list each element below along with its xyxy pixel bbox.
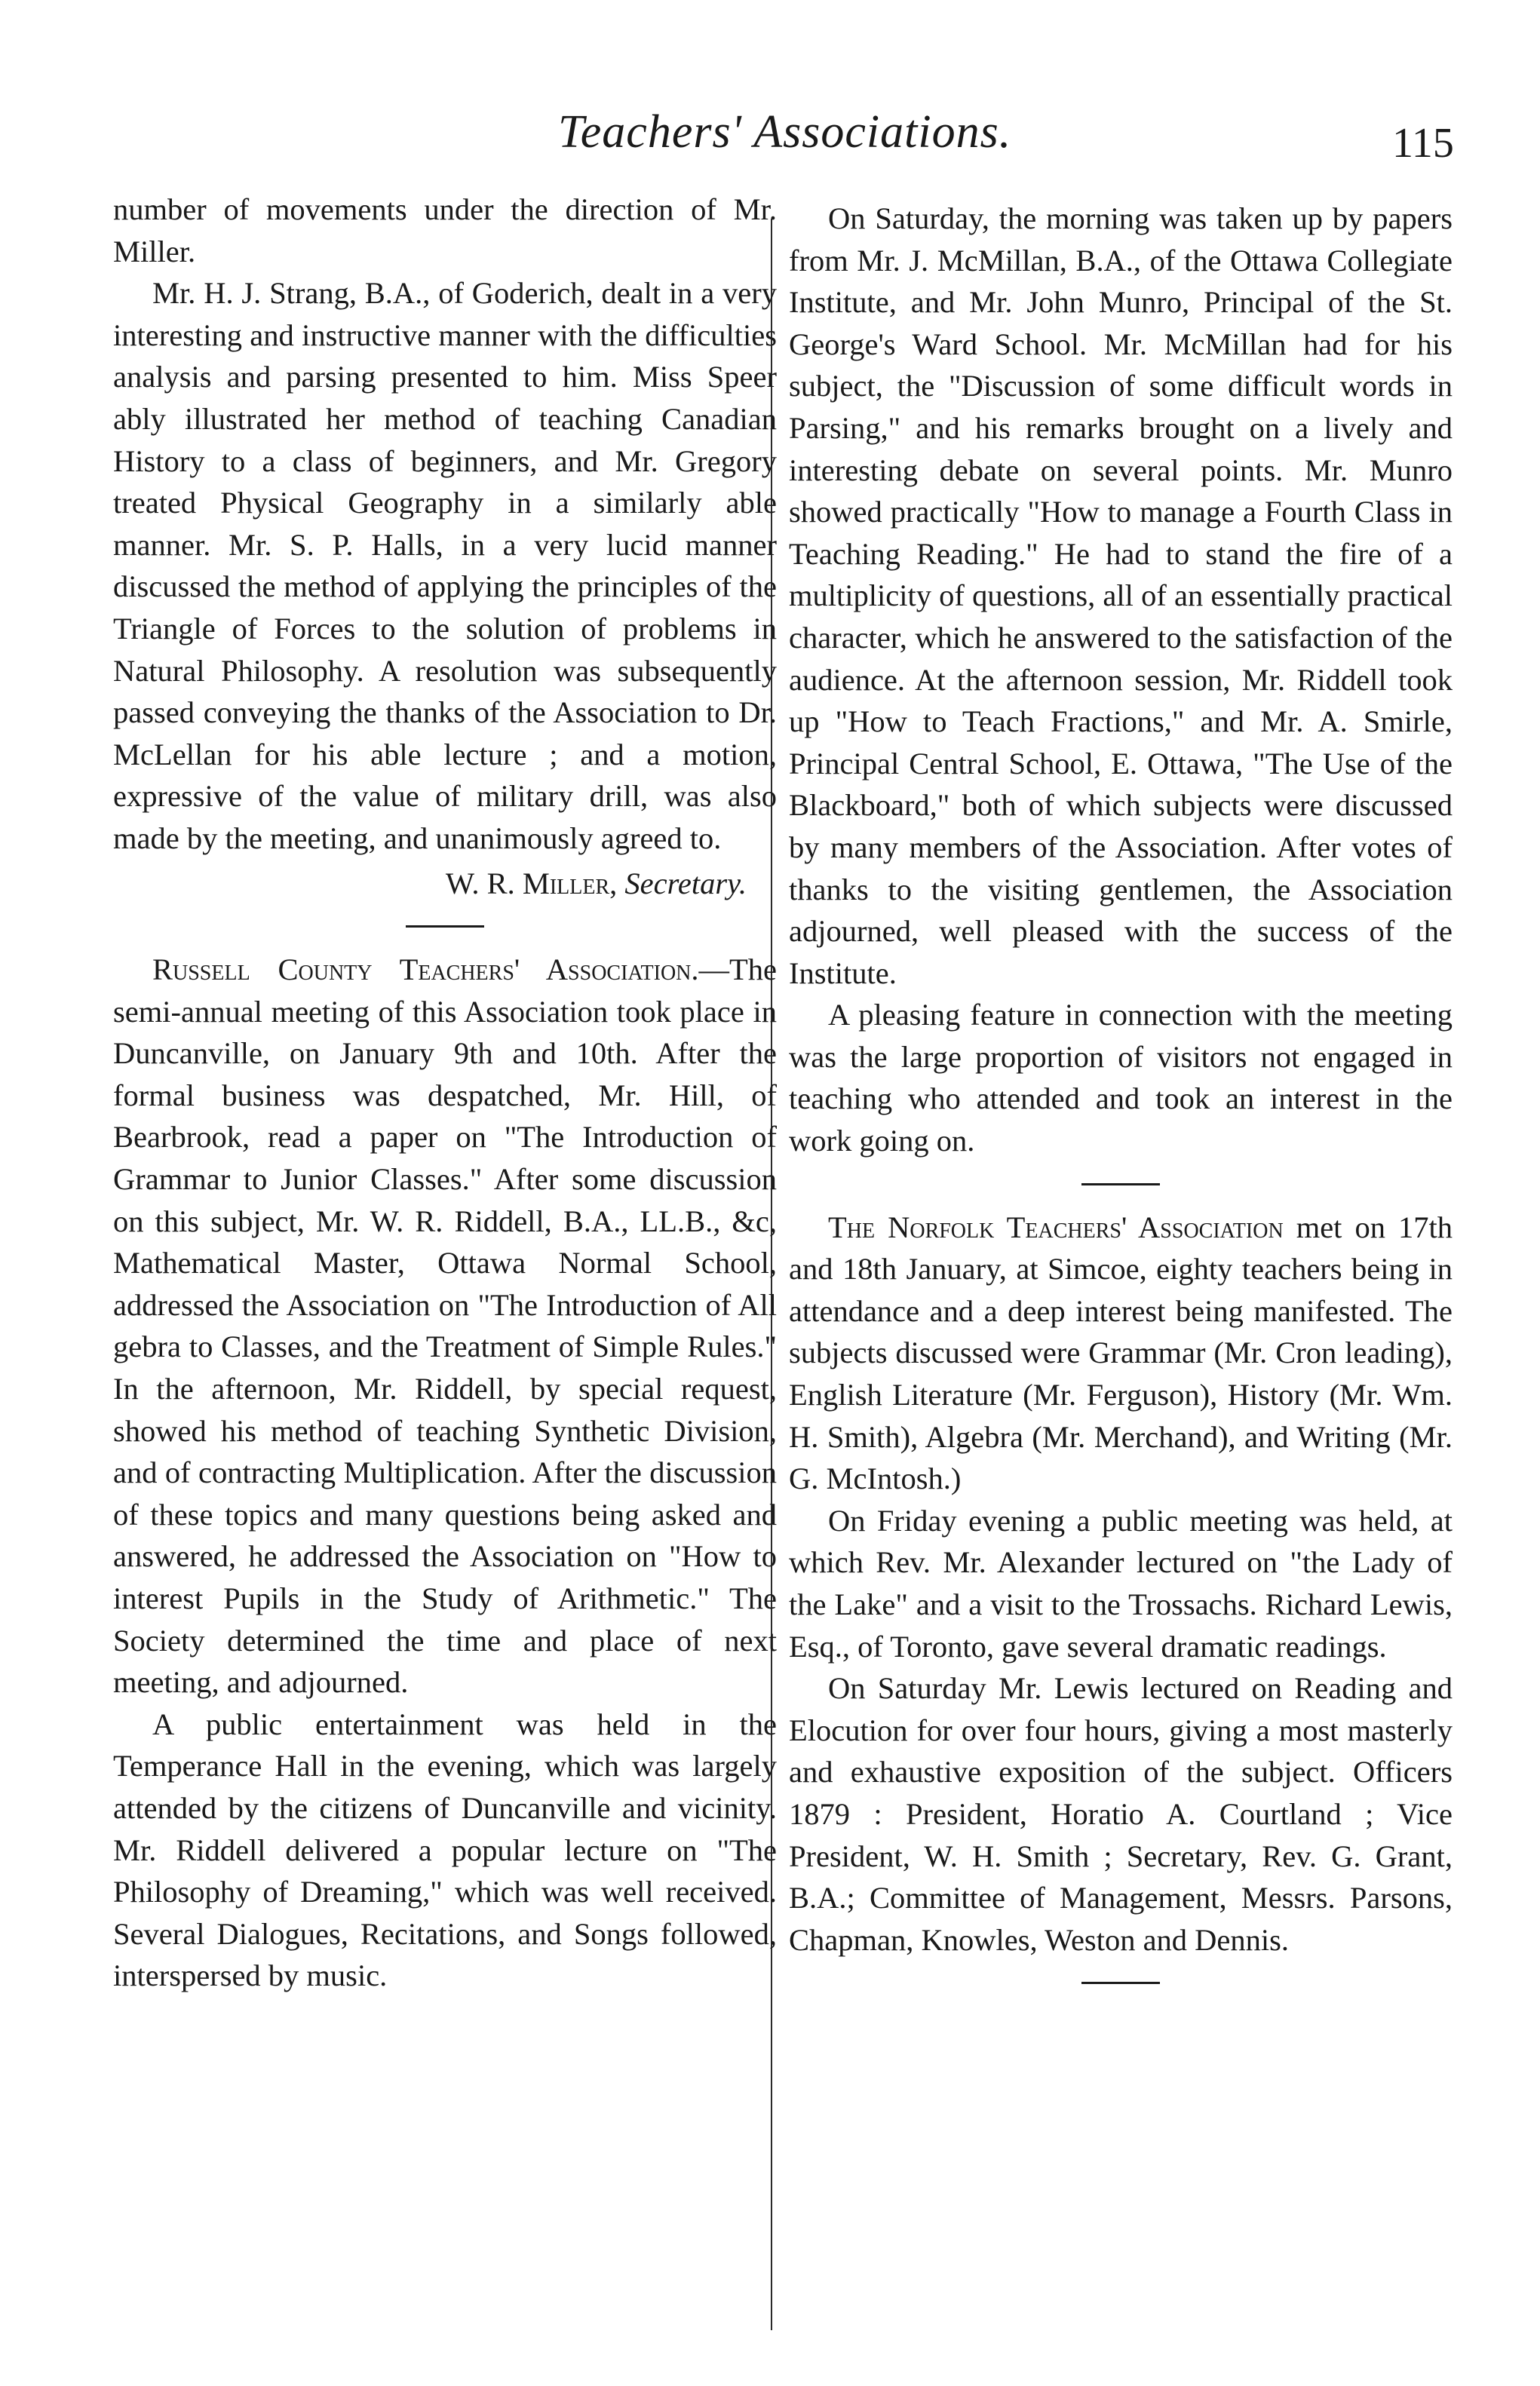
paragraph-norfolk bbox=[789, 1207, 1453, 1500]
norfolk-body: met on 17th and 18th January, at Simcoe, eighty teachers being in attendance and a deep interest being manifested. The subjects discussed were Grammar (Mr. Cron leading), English Literature (Mr. Ferguson), History (Mr. Wm. H. Smith), Algebra (Mr. Merchand), and Writing (Mr. G. McIntosh.) bbox=[789, 1210, 1453, 1496]
paragraph-entertainment: A public entertainment was held in the Temperance Hall in the evening, which was largely attended by the citizens of Duncanville and vicinity. Mr. Riddell delivered a popular lecture on "The Philosophy of Dreaming," which was well received. Several Dialogues, Recitations, and Songs followed, interspersed by music. bbox=[113, 1707, 777, 1993]
paragraph-lewis: On Saturday Mr. Lewis lectured on Reading and Elocution for over four hours, giving a most masterly and exhaustive exposition of the subject. Officers 1879 : President, Horatio A. Courtland ; Vice President, W. H. Smith ; Secretary, Rev. G. Grant, B.A.; Committee of Management, Messrs. Parsons, Chapman, Knowles, Weston and Dennis. bbox=[789, 1671, 1453, 1957]
page-number: 115 bbox=[1392, 120, 1454, 167]
section-heading-russell: Russell County Teachers' Association. bbox=[152, 952, 699, 987]
signature-title: Secretary. bbox=[624, 866, 747, 900]
section-rule bbox=[1081, 1183, 1160, 1185]
right-column bbox=[789, 198, 1453, 2005]
paragraph-saturday: On Saturday, the morning was taken up by papers from Mr. J. McMillan, B.A., of the Ottawa Collegiate Institute, and Mr. John Munro, Principal of the St. George's Ward School. Mr. McMillan had for his subject, the "Discussion of some difficult words in Parsing," and his remarks brought on a lively and interesting debate on several points. Mr. Munro showed practically "How to manage a Fourth Class in Teaching Reading." He had to stand the fire of a multiplicity of questions, all of an essentially practical character, which he answered to the satisfaction of the audience. At the afternoon session, Mr. Riddell took up "How to Teach Fractions," and Mr. A. Smirle, Principal Central School, E. Ottawa, "The Use of the Blackboard," both of which subjects were discussed by many members of the Association. After votes of thanks to the visiting gentlemen, the Association adjourned, well pleased with the success of the Institute. bbox=[789, 201, 1453, 990]
paragraph-continuation: number of movements under the direction of Mr. Miller. bbox=[113, 192, 777, 268]
paragraph-strang: Mr. H. J. Strang, B.A., of Goderich, dealt in a very interesting and instructive manner with the difficulties analysis and parsing presented to him. Miss Speer ably illustrated her method of teaching Canadian History to a class of beginners, and Mr. Gregory treated Physical Geography in a similarly able manner. Mr. S. P. Halls, in a very lucid manner discussed the method of applying the principles of the Triangle of Forces to the solution of problems in Natural Philosophy. A resolution was subsequently passed conveying the thanks of the Association to Dr. McLellan for his able lecture ; and a motion, expressive of the value of military drill, was also made by the meeting, and unanimously agreed to. bbox=[113, 276, 777, 855]
page-header bbox=[0, 106, 1540, 173]
section-rule bbox=[406, 925, 484, 928]
russell-body: —The semi-annual meeting of this Association took place in Duncanville, on January 9th and 10th. After the formal business was despatched, Mr. Hill, of Bearbrook, read a paper on "The Introduction of Grammar to Junior Classes." After some discussion on this subject, Mr. W. R. Riddell, B.A., LL.B., &c, Mathematical Master, Ottawa Normal School, addressed the Association on "The Introduction of All gebra to Classes, and the Treatment of Simple Rules." In the afternoon, Mr. Riddell, by special request, showed his method of teaching Synthetic Division, and of contracting Multiplication. After the discussion of these topics and many questions being asked and answered, he addressed the Association on "How to interest Pupils in the Study of Arithmetic." The Society determined the time and place of next meeting, and adjourned. bbox=[113, 952, 777, 1700]
signature-name: W. R. Miller, bbox=[445, 866, 618, 900]
paragraph-friday: On Friday evening a public meeting was held, at which Rev. Mr. Alexander lectured on "the Lady of the Lake" and a visit to the Trossachs. Richard Lewis, Esq., of Toronto, gave several dramatic readings. bbox=[789, 1503, 1453, 1664]
end-rule bbox=[1081, 1982, 1160, 1984]
paragraph-russell bbox=[113, 949, 777, 1704]
signature bbox=[113, 863, 777, 905]
paragraph-pleasing: A pleasing feature in connection with the meeting was the large proportion of visitors not engaged in teaching who attended and took an interest in the work going on. bbox=[789, 998, 1453, 1158]
running-title: Teachers' Associations. bbox=[558, 106, 1012, 158]
left-column bbox=[113, 189, 777, 1997]
section-heading-norfolk: The Norfolk Teachers' Association bbox=[828, 1210, 1284, 1244]
